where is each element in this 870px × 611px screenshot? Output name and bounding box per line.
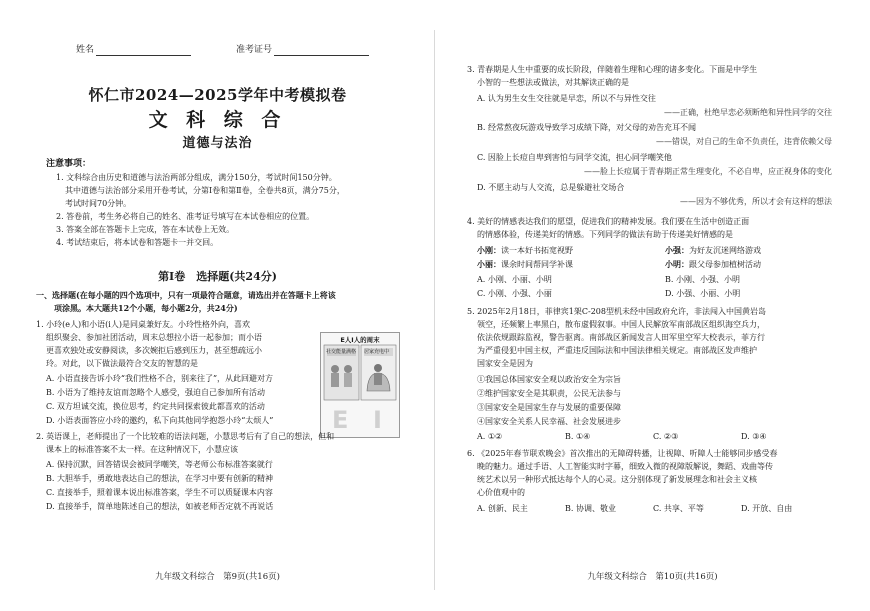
q1-stem: 组织聚会、参加社团活动，周末总想拉小语一起参加；而小语 — [46, 333, 262, 342]
sub-subject-title: 道德与法治 — [182, 136, 253, 151]
name-underline[interactable] — [96, 45, 191, 56]
q3-stem: 小智的一些想法或做法，对其解读正确的是 — [477, 78, 629, 87]
q2-option-d[interactable]: D. 直接举手，简单地陈述自己的想法，如被老师否定就不再说话 — [46, 502, 274, 511]
q1-option-b[interactable]: B. 小语为了维持友谊而忽略个人感受，强迫自己参加所有活动 — [46, 388, 265, 397]
q5-stem: 为严重侵犯中国主权，严重违反国际法和中国法律相关规定。南部战区发声维护 — [477, 346, 757, 355]
q6-option-c[interactable]: C. 共享、平等 — [653, 504, 704, 513]
section-title: 第Ⅰ卷 选择题(共24分) — [158, 270, 277, 283]
note-line: 3. 答案全部在答题卡上完成，答在本试卷上无效。 — [56, 225, 235, 234]
name-field[interactable]: 姓名 — [76, 44, 191, 56]
note-line: 1. 文科综合由历史和道德与法治两部分组成，满分150分，考试时间150分钟。 — [56, 173, 337, 182]
q4-person: 小强：为好友沉迷网络游戏 — [665, 245, 761, 255]
note-line: 考试时间70分钟。 — [65, 199, 132, 208]
exam-title: 怀仁市2024—2025学年中考模拟卷 — [88, 86, 347, 104]
q3-option-a[interactable]: A. 认为男生女生交往就是早恋，所以不与异性交往 — [477, 94, 656, 103]
q3-option-b-comment: ——错误，对自己的生命不负责任，违背依赖父母 — [656, 137, 832, 146]
svg-text:E: E — [332, 406, 349, 434]
exam-number-underline[interactable] — [274, 45, 369, 56]
q5-stem: 5. 2025年2月18日，菲律宾1架C-208型机未经中国政府允许，非法闯入中国黄岩岛 — [467, 307, 766, 316]
q6-stem: 6. 《2025年春节联欢晚会》首次推出的无障碍转播，让视障、听障人士能够同步感受春 — [467, 449, 778, 458]
q2-option-a[interactable]: A. 保持沉默，回答错误会被同学嘲笑，等老师公布标准答案就行 — [46, 460, 273, 469]
q3-stem: 3. 青春期是人生中重要的成长阶段，伴随着生理和心理的诸多变化。下面是中学生 — [467, 65, 758, 74]
q6-stem: 心价值观中的 — [477, 488, 525, 497]
q5-item: ②维护国家安全是其职责，公民无法参与 — [477, 389, 621, 398]
q4-person: 小刚：读一本好书拓宽视野 — [477, 245, 573, 255]
q6-option-b[interactable]: B. 协调、敬业 — [565, 504, 616, 513]
q5-stem: 依法依规跟踪监视，警告驱离。南部战区新闻发言人田军里空军大校表示，菲方行 — [477, 333, 765, 342]
note-line: 4. 考试结束后，将本试卷和答题卡一并交回。 — [56, 238, 219, 247]
q4-stem: 的情感体验，传递美好的情感。下列同学的做法有助于传递美好情感的是 — [477, 230, 733, 239]
q2-stem: 课本上的标准答案不太一样。在这种情况下，小慧应该 — [46, 445, 238, 454]
q6-stem: 统艺术以另一种形式抵达每个人的心灵。这分别体现了新发展理念和社会主义核 — [477, 475, 757, 484]
right-page — [435, 0, 870, 611]
figure-panel2-label: 居家充电中 — [364, 349, 390, 355]
q4-option-d[interactable]: D. 小强、小丽、小明 — [665, 289, 741, 298]
q3-option-b[interactable]: B. 经常熬夜玩游戏导致学习成绩下降，对父母的劝告充耳不闻 — [477, 123, 696, 132]
q2-option-c[interactable]: C. 直接举手，照着课本说出标准答案，学生不可以质疑课本内容 — [46, 488, 273, 497]
q5-stem: 国家安全是因为 — [477, 359, 533, 368]
subject-title: 文 科 综 合 — [148, 109, 287, 131]
q1-option-d[interactable]: D. 小语表面答应小玲的邀约，私下向其他同学抱怨小玲“太烦人” — [46, 416, 274, 425]
q3-option-a-comment: ——正确，杜绝早恋必须断绝和异性同学的交往 — [664, 108, 832, 117]
q4-option-c[interactable]: C. 小刚、小强、小丽 — [477, 289, 552, 298]
q6-option-d[interactable]: D. 开放、自由 — [741, 504, 793, 513]
figure-caption: E人I人的周末 — [340, 336, 380, 344]
q2-option-b[interactable]: B. 大胆举手，勇敢地表达自己的想法，在学习中要有创新的精神 — [46, 474, 273, 483]
q1-figure — [320, 332, 400, 438]
instruction-line: 项涂黑。本大题共12个小题，每小题2分，共24分) — [54, 303, 238, 313]
left-page-footer: 九年级文科综合 第9页(共16页) — [155, 572, 280, 582]
instruction-line: 一、选择题(在每小题的四个选项中，只有一项最符合题意，请选出并在答题卡上将该 — [36, 290, 336, 300]
q1-option-a[interactable]: A. 小语直接告诉小玲“我们性格不合，别来往了”，从此回避对方 — [46, 374, 274, 383]
q1-stem: 1. 小玲(e人)和小语(i人)是同桌兼好友。小玲性格外向，喜欢 — [36, 320, 250, 329]
q4-stem: 4. 美好的情感表达我们的愿望，促进我们的精神发展。我们要在生活中创造正面 — [467, 217, 750, 226]
q1-stem: 玲。对此，以下做法最符合交友的智慧的是 — [46, 359, 198, 368]
q4-person: 小明：跟父母参加植树活动 — [665, 259, 761, 269]
q5-item: ③国家安全是国家生存与发展的重要保障 — [477, 403, 621, 412]
q5-stem: 领空，还频繁上率黑白，散布虚假叙事。中国人民解放军南部战区组织海空兵力， — [477, 320, 765, 329]
q1-stem: 更喜欢独处或安静阅读，多次婉拒后感到压力，甚至想疏远小 — [46, 346, 262, 355]
notes-title: 注意事项： — [46, 159, 92, 169]
q5-option-b[interactable]: B. ①④ — [565, 432, 591, 441]
q2-stem: 2. 英语课上，老师提出了一个比较难的语法问题，小慧思考后有了自己的想法，但和 — [36, 432, 335, 441]
exam-number-field[interactable]: 准考证号 — [236, 44, 369, 56]
svg-text:I: I — [373, 406, 382, 434]
q3-option-d[interactable]: D. 不愿主动与人交流，总是躲避社交场合 — [477, 183, 625, 192]
q6-stem: 晚的魅力。通过手语、人工智能实时字幕，细致入微的视障版解说，舞蹈、戏曲等传 — [477, 462, 773, 471]
note-line: 其中道德与法治部分采用开卷考试，分第Ⅰ卷和第Ⅱ卷，全卷共8页，满分75分， — [65, 186, 345, 195]
q4-option-b[interactable]: B. 小刚、小强、小明 — [665, 275, 740, 284]
right-page-footer: 九年级文科综合 第10页(共16页) — [587, 572, 718, 582]
q5-option-a[interactable]: A. ①② — [477, 432, 503, 441]
q5-option-c[interactable]: C. ②③ — [653, 432, 679, 441]
q4-option-a[interactable]: A. 小刚、小丽、小明 — [477, 275, 552, 284]
q5-option-d[interactable]: D. ③④ — [741, 432, 767, 441]
q3-option-d-comment: ——因为不够优秀，所以才会有这样的想法 — [680, 197, 832, 206]
q3-option-c[interactable]: C. 因脸上长痘自卑到害怕与同学交流，担心同学嘲笑他 — [477, 153, 672, 162]
figure-panel1-label: 社交能量满格 — [326, 349, 357, 355]
q6-option-a[interactable]: A. 创新、民主 — [477, 504, 528, 513]
note-line: 2. 答卷前，考生务必将自己的姓名、准考证号填写在本试卷相应的位置。 — [56, 212, 315, 221]
q5-item: ④国家安全关系人民幸福、社会发展进步 — [477, 417, 621, 426]
q1-option-c[interactable]: C. 双方坦诚交流，换位思考，约定共同探索彼此都喜欢的活动 — [46, 402, 265, 411]
q5-item: ①我国总体国家安全观以政治安全为宗旨 — [477, 375, 621, 384]
q4-person: 小丽：课余时间帮同学补课 — [477, 259, 573, 269]
q3-option-c-comment: ——脸上长痘属于青春期正常生理变化，不必自卑，应正视身体的变化 — [584, 167, 832, 176]
